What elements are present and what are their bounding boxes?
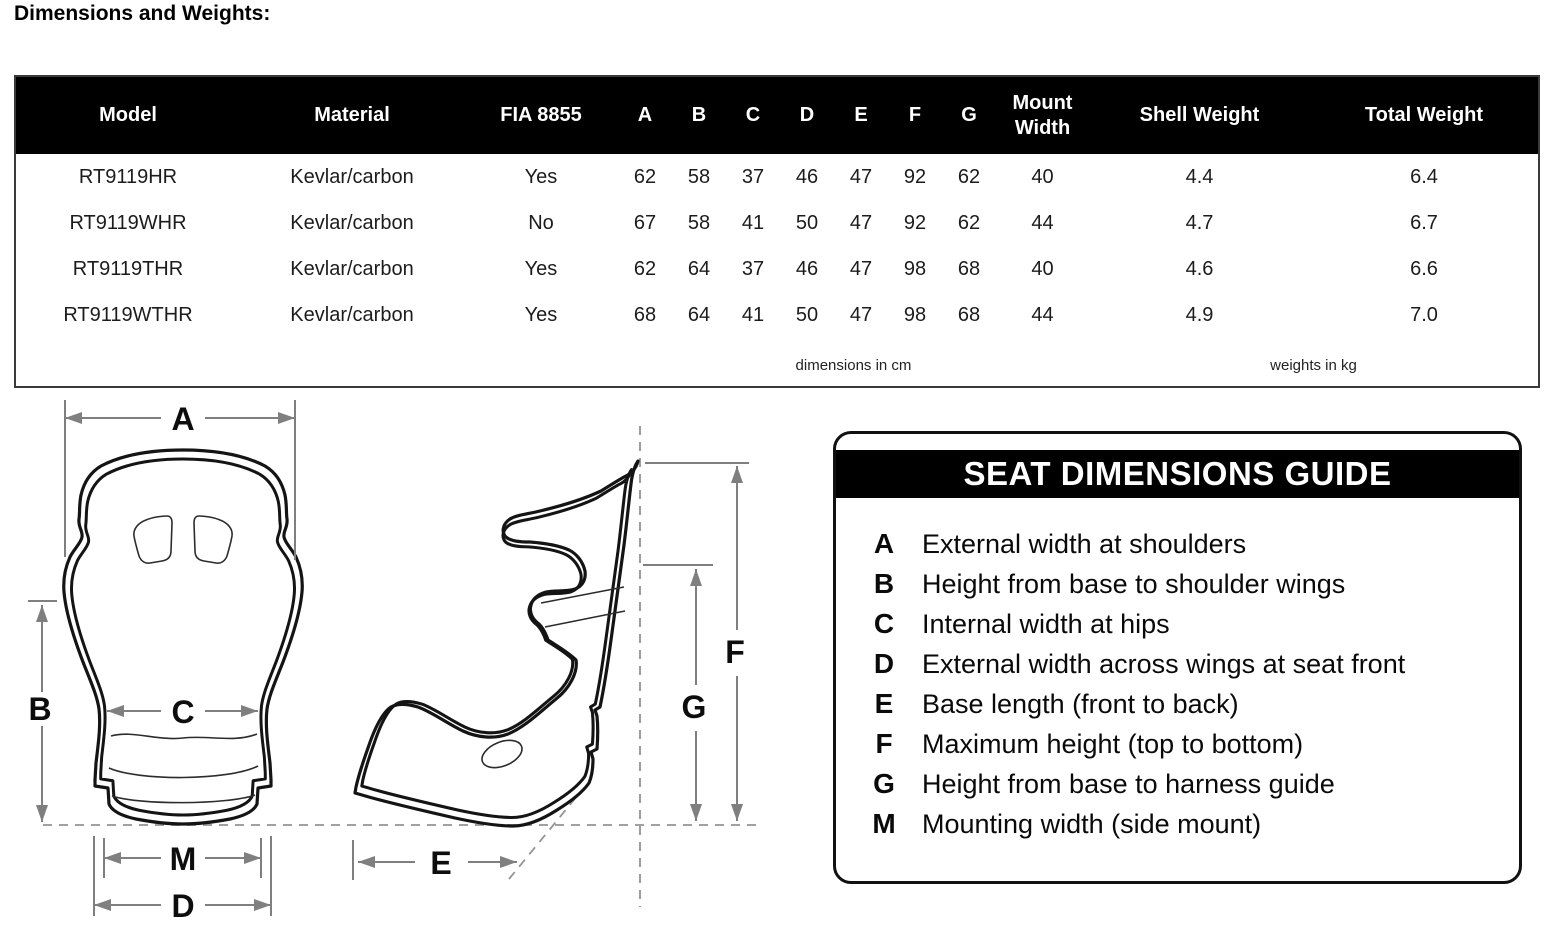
cell-f: 92 <box>903 211 927 234</box>
dim-label-e: E <box>430 845 452 881</box>
cell-e: 47 <box>849 257 873 280</box>
cell-model: RT9119WHR <box>69 211 187 234</box>
table-header-row <box>16 77 1538 154</box>
guide-item-key: A <box>873 528 895 559</box>
dim-arrow-c <box>107 694 258 730</box>
cell-total: 6.4 <box>1410 165 1438 188</box>
guide-list <box>836 524 1519 844</box>
cell-shell: 4.7 <box>1185 211 1214 234</box>
cell-fia: Yes <box>524 165 558 188</box>
cell-material: Kevlar/carbon <box>290 211 414 234</box>
dimensions-weights-table <box>14 75 1540 388</box>
guide-item-key: E <box>874 688 894 719</box>
cell-d: 46 <box>795 257 819 280</box>
seat-dimension-diagrams <box>0 390 790 942</box>
guide-item-text: Base length (front to back) <box>922 688 1239 719</box>
cell-total: 6.6 <box>1410 257 1438 280</box>
cell-c: 37 <box>741 257 765 280</box>
guide-item-text: Height from base to harness guide <box>922 768 1335 799</box>
guide-item-key: G <box>873 768 895 799</box>
cell-total: 7.0 <box>1410 303 1438 326</box>
cell-c: 37 <box>741 165 765 188</box>
guide-item <box>862 804 1519 844</box>
seat-skirt-line <box>109 766 258 778</box>
cell-model: RT9119WTHR <box>63 303 193 326</box>
table-row <box>16 246 1538 292</box>
cell-mount: 40 <box>1031 165 1054 188</box>
col-header-g: G <box>942 77 996 154</box>
col-header-material: Material <box>240 77 464 154</box>
cell-model: RT9119HR <box>78 165 178 188</box>
footnote-weights: weights in kg <box>1270 356 1357 374</box>
guide-item-text: Internal width at hips <box>922 608 1170 639</box>
dim-label-b: B <box>28 691 52 727</box>
dim-label-d: D <box>171 888 195 924</box>
col-header-mount-width: Mount Width <box>996 77 1089 154</box>
guide-item-key: C <box>873 608 895 639</box>
guide-item-text: Height from base to shoulder wings <box>922 568 1346 599</box>
seat-dimensions-guide <box>833 431 1522 884</box>
table-row <box>16 292 1538 338</box>
guide-item-text: External width across wings at seat front <box>922 648 1406 679</box>
cell-total: 6.7 <box>1410 211 1438 234</box>
table-footnote-row <box>16 338 1538 386</box>
cell-fia: Yes <box>524 303 558 326</box>
cell-g: 62 <box>957 211 981 234</box>
front-view-seat-drawing <box>64 450 303 824</box>
col-header-e: E <box>834 77 888 154</box>
cell-g: 68 <box>957 303 981 326</box>
table-row <box>16 154 1538 200</box>
side-mount-hole <box>478 735 526 773</box>
guide-item <box>862 564 1519 604</box>
cell-g: 68 <box>957 257 981 280</box>
harness-hole-left <box>134 516 172 563</box>
cell-material: Kevlar/carbon <box>290 257 414 280</box>
cell-material: Kevlar/carbon <box>290 303 414 326</box>
col-header-d: D <box>780 77 834 154</box>
cell-mount: 40 <box>1031 257 1054 280</box>
cell-a: 62 <box>633 165 657 188</box>
cell-d: 50 <box>795 211 819 234</box>
col-header-a: A <box>618 77 672 154</box>
dim-arrow-g <box>643 565 713 821</box>
cell-e: 47 <box>849 165 873 188</box>
harness-hole-right <box>194 516 232 563</box>
cell-b: 64 <box>687 303 711 326</box>
cell-e: 47 <box>849 211 873 234</box>
cell-b: 58 <box>687 165 711 188</box>
guide-title-band <box>836 450 1519 498</box>
table-row <box>16 200 1538 246</box>
dim-label-f: F <box>725 634 745 670</box>
guide-item <box>862 684 1519 724</box>
cell-shell: 4.6 <box>1185 257 1214 280</box>
guide-item <box>862 764 1519 804</box>
cell-fia: No <box>528 211 554 234</box>
cell-material: Kevlar/carbon <box>290 165 414 188</box>
col-header-c: C <box>726 77 780 154</box>
col-header-model: Model <box>16 77 240 154</box>
dim-label-g: G <box>681 689 707 725</box>
dim-arrow-b <box>28 601 57 822</box>
cell-fia: Yes <box>524 257 558 280</box>
cell-f: 98 <box>903 303 927 326</box>
col-header-fia: FIA 8855 <box>464 77 618 154</box>
cell-f: 98 <box>903 257 927 280</box>
cell-model: RT9119THR <box>72 257 184 280</box>
seat-bottom-line <box>112 795 255 803</box>
guide-title: SEAT DIMENSIONS GUIDE <box>963 455 1392 492</box>
guide-item-text: External width at shoulders <box>922 528 1247 559</box>
dim-arrow-e <box>353 840 517 881</box>
cell-c: 41 <box>741 303 765 326</box>
guide-item-text: Mounting width (side mount) <box>922 808 1262 839</box>
footnote-dimensions: dimensions in cm <box>795 356 912 374</box>
dim-label-c: C <box>171 694 195 730</box>
cell-g: 62 <box>957 165 981 188</box>
guide-item-key: M <box>872 808 896 839</box>
cell-d: 46 <box>795 165 819 188</box>
cell-mount: 44 <box>1031 211 1054 234</box>
cell-b: 64 <box>687 257 711 280</box>
guide-item-key: B <box>873 568 895 599</box>
guide-item <box>862 524 1519 564</box>
cell-a: 68 <box>633 303 657 326</box>
guide-item <box>862 724 1519 764</box>
cell-f: 92 <box>903 165 927 188</box>
cell-shell: 4.9 <box>1185 303 1214 326</box>
cell-a: 62 <box>633 257 657 280</box>
cell-a: 67 <box>633 211 657 234</box>
dim-label-a: A <box>171 401 195 437</box>
guide-item-key: D <box>873 648 895 679</box>
guide-item <box>862 604 1519 644</box>
cell-shell: 4.4 <box>1185 165 1214 188</box>
page-title: Dimensions and Weights: <box>14 2 271 25</box>
cell-c: 41 <box>741 211 765 234</box>
guide-item-text: Maximum height (top to bottom) <box>922 728 1304 759</box>
dim-arrow-m <box>104 838 261 878</box>
side-seat-outline <box>355 461 638 826</box>
cell-mount: 44 <box>1031 303 1054 326</box>
side-view-seat-drawing <box>355 461 638 826</box>
col-header-b: B <box>672 77 726 154</box>
cell-e: 47 <box>849 303 873 326</box>
seat-pan-edge-line <box>111 734 257 739</box>
guide-item <box>862 644 1519 684</box>
col-header-shell-weight: Shell Weight <box>1089 77 1310 154</box>
col-header-f: F <box>888 77 942 154</box>
dim-label-m: M <box>169 841 197 877</box>
cell-d: 50 <box>795 303 819 326</box>
cell-b: 58 <box>687 211 711 234</box>
guide-item-key: F <box>875 728 893 759</box>
col-header-total-weight: Total Weight <box>1310 77 1538 154</box>
